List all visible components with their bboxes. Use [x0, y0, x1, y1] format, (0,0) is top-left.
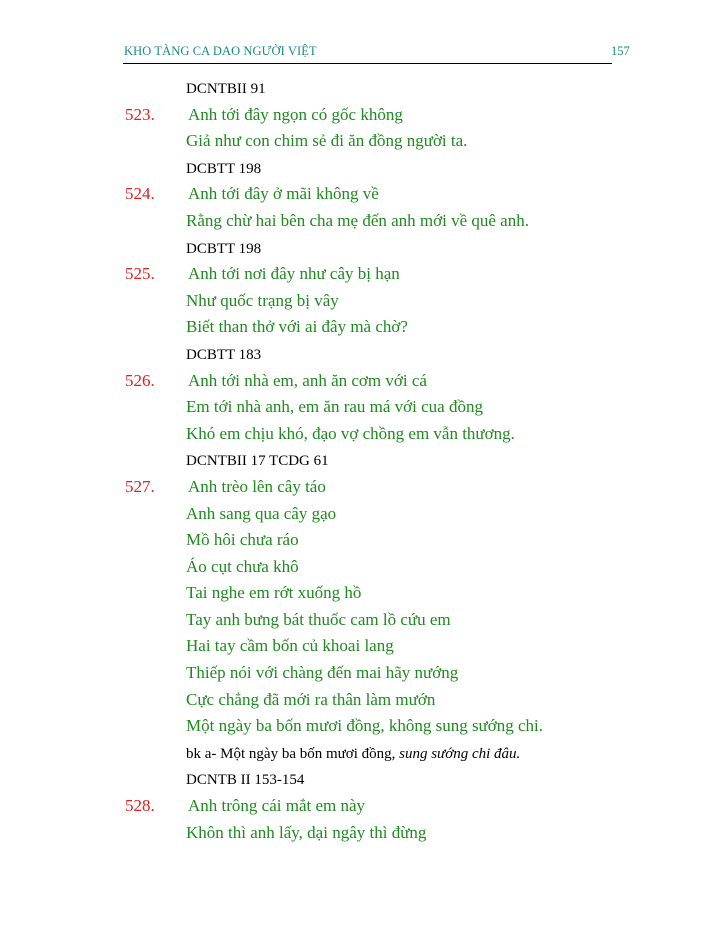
- verse-line: Mồ hôi chưa ráo: [186, 530, 299, 550]
- verse-line: Anh trèo lên cây táo: [188, 476, 326, 496]
- verse-line: Khôn thì anh lấy, dại ngây thì đừng: [186, 822, 427, 842]
- verse-line: Anh trông cái mắt em này: [188, 796, 366, 816]
- verse-number: 528.: [125, 796, 155, 816]
- source-reference: DCNTB II 153-154: [186, 772, 305, 789]
- verse-line: Tai nghe em rớt xuống hồ: [186, 583, 362, 603]
- verse-line-row: [0, 291, 723, 318]
- verse-line-row: [0, 504, 723, 531]
- source-reference-row: [0, 78, 723, 105]
- verse-line-row: [0, 663, 723, 690]
- verse-line: Như quốc trạng bị vây: [186, 290, 339, 310]
- verse-line-row: [0, 371, 723, 398]
- verse-line-row: [0, 530, 723, 557]
- verse-line-row: [0, 424, 723, 451]
- variant-note-row: [0, 743, 723, 770]
- verse-line: Anh tới nhà em, anh ăn cơm với cá: [188, 370, 427, 390]
- verse-line-row: [0, 690, 723, 717]
- verse-line-row: [0, 796, 723, 823]
- verse-line: Anh tới nơi đây như cây bị hạn: [188, 264, 400, 284]
- verse-line: Cực chẳng đã mới ra thân làm mướn: [186, 689, 436, 709]
- verse-line-row: [0, 557, 723, 584]
- header-rule: [123, 63, 612, 64]
- source-reference-row: [0, 769, 723, 796]
- verse-line: Khó em chịu khó, đạo vợ chồng em vẫn thương.: [186, 423, 515, 443]
- source-reference-row: [0, 238, 723, 265]
- source-reference-row: [0, 450, 723, 477]
- verse-line-row: [0, 477, 723, 504]
- verse-line-row: [0, 317, 723, 344]
- verse-line-row: [0, 823, 723, 850]
- verse-line-row: [0, 105, 723, 132]
- verse-line-row: [0, 131, 723, 158]
- source-reference: DCNTBII 91: [186, 81, 266, 97]
- variant-note-text: bk a- Một ngày ba bốn mươi đồng,: [186, 745, 400, 762]
- verse-number: 523.: [125, 104, 155, 124]
- variant-note-italic: sung sướng chi đâu.: [399, 745, 521, 762]
- verse-line-row: [0, 583, 723, 610]
- verse-line: Biết than thở với ai đây mà chờ?: [186, 317, 408, 337]
- source-reference-row: [0, 158, 723, 185]
- verse-line: Hai tay cầm bốn củ khoai lang: [186, 636, 394, 656]
- poem-content: [0, 78, 723, 849]
- verse-line-row: [0, 264, 723, 291]
- verse-number: 527.: [125, 476, 155, 496]
- variant-note: [186, 746, 520, 763]
- source-reference: DCBTT 198: [186, 160, 262, 177]
- verse-line-row: [0, 610, 723, 637]
- verse-line-row: [0, 716, 723, 743]
- verse-line: Em tới nhà anh, em ăn rau má với cua đồng: [186, 397, 483, 417]
- verse-line: Một ngày ba bốn mươi đồng, không sung sướng chi.: [186, 716, 544, 736]
- verse-line: Giả như con chim sẻ đi ăn đồng người ta.: [186, 131, 468, 151]
- verse-number: 525.: [125, 264, 155, 284]
- verse-line-row: [0, 211, 723, 238]
- source-reference: DCBTT 198: [186, 240, 262, 257]
- verse-line-row: [0, 636, 723, 663]
- page-number: 157: [611, 44, 630, 58]
- verse-line: Tay anh bưng bát thuốc cam lồ cứu em: [186, 609, 451, 629]
- verse-line: Anh tới đây ở mãi không về: [188, 184, 379, 204]
- verse-line: Áo cụt chưa khô: [186, 556, 299, 576]
- source-reference-row: [0, 344, 723, 371]
- verse-line-row: [0, 184, 723, 211]
- verse-number: 526.: [125, 370, 155, 390]
- source-reference: DCBTT 183: [186, 346, 262, 363]
- verse-number: 524.: [125, 184, 155, 204]
- verse-line: Anh sang qua cây gạo: [186, 503, 337, 523]
- running-header-title: KHO TÀNG CA DAO NGƯỜI VIỆT: [124, 44, 317, 58]
- verse-line: Rằng chừ hai bên cha mẹ đến anh mới về quê anh.: [186, 210, 529, 230]
- source-reference: DCNTBII 17 TCDG 61: [186, 453, 329, 470]
- verse-line: Thiếp nói với chàng đến mai hãy nướng: [186, 663, 459, 683]
- verse-line: Anh tới đây ngọn có gốc không: [188, 104, 403, 124]
- verse-line-row: [0, 397, 723, 424]
